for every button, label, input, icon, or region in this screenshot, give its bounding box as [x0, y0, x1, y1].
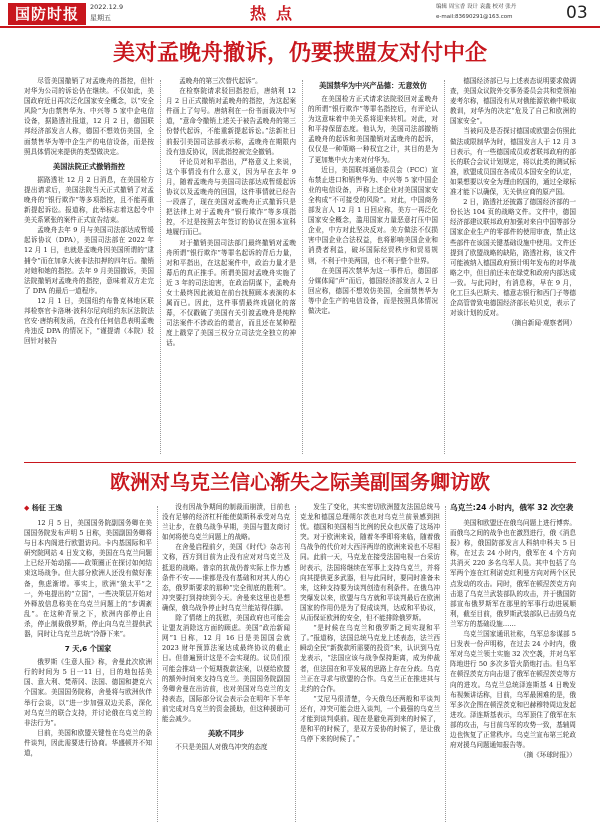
masthead: [0, 0, 600, 28]
paragraph: 在舍曼启程前夕，美国《时代》杂志刊文称，西方到目前为止没有应对对乌克兰及抵退的战略。普京的抗战仍普实际上作力感条件不安——谁都是没有基础和对其人的心态，俄罗斯要求的那种“完全彻底的胜利”。冲突要打到持续到今天。舍曼来这里也是想确保，俄乌战争停止时乌克兰能站得住脚。: [162, 543, 290, 612]
story2-column-3: [300, 502, 440, 824]
story1-column-4: [450, 76, 576, 458]
story2-byline: [24, 502, 152, 514]
story1-subheading-1: 美国法院正式撤销指控: [53, 161, 125, 171]
paragraph: 孟晚舟的第三次替代起诉”。: [179, 77, 262, 85]
story2-subheading-2: 美欧不同步: [208, 729, 244, 739]
story2-subheading-1: 7 天,6 个国家: [64, 644, 112, 654]
story1-subheading-2: 美国禁华为中兴产品德：无意效仿: [319, 81, 427, 90]
column-divider: [157, 506, 158, 822]
paragraph: 当被问及是否探讨德国或欧盟会仿照此做法或限制华为时，德国发言人于 12 月 3 日表示，有一些德国成员或者联邦政府的部长的联合会议计划规定，将以此类的测试标准，欧盟成员国在各成员本国安全的认定，如果想要以安全为理由的国的，通过全球标准才能下以确保，无关供应商的原产国。: [450, 127, 576, 197]
column-divider: [302, 80, 303, 454]
section-title: 热点: [250, 4, 303, 23]
story2-headline: 欧洲对乌克兰信心渐失之际美副国务卿访欧: [110, 470, 490, 494]
column-divider: [445, 506, 446, 822]
paragraph: 尽管美国撤销了对孟晚舟的指控，但针对华为公司的诉讼仍在继续。不仅如此，美国政府近日再次泛化国家安全概念，以“安全风险”为由禁售华为、中兴等 5 家中企电信设备，据路透社报道，12 月 2 日，德国联邦经济部发言人称，德国不想效仿美国，全面禁售华为等中企生产的电信设备，而是按照具体情况来提供的类型做决定。: [24, 77, 154, 156]
story2-source: （摘《环球时报》）: [519, 751, 576, 760]
paragraph: 评论员对和平指出，严格意义上来说，这个事情没有什么意义，因为早在去年 9 月，随着孟晚舟与美国司法部达成暂缓起诉协议以及孟晚舟的回国，这件事情就已经告一段落了，现在美国对孟晚舟正式撤诉只是把法律上对于孟晚舟“银行欺诈”等多项指控，不过是按照去年签订的协议在照本宣科地履行而已。: [166, 157, 296, 237]
diamond-icon: ◆: [24, 504, 30, 512]
paragraph: 12 月 5 日，美国国务院副国务卿在美国国务院发布声明 5 日称，美国副国务卿将与日本内阁进行欧盟访问。卡内基国际和平研究院网站 4 日发文称，美国在乌克兰问题上已经开始动摇——政策圈正在探讨如何结束这场战争。但大部分欧洲人还没有做好准备，焦虑渐增。事实上，欧洲“狼太平”之一，外电提出的“立国”，一些决策层开始对外释放信息称美在乌克兰问题上的“步调紊乱”。在这种背景之下，欧洲内部停止自杀，停止制裁俄罗斯，停止向乌克兰提供武器，同时让乌克兰总统“冷静下来”。: [24, 519, 152, 639]
story1-column-1: [24, 76, 154, 458]
paragraph: 近日，美国联邦通信委员会（FCC）宣布禁止进口和销售华为、中兴等 5 家中国企业的电信设备，声称上述企业对美国国家安全构成“不可接受的风险”。对此，中国商务部发言人 12 月 1 日回应称，美方一再泛化国家安全概念，滥用国家力量恶意打压中国企业，中方对此坚决反对。美方做法不仅损害中国企业合法权益，也将影响美国企业和消费者利益，破坏国际经贸秩序和贸易规则，不利于中美两国，也不利于整个世界。: [308, 165, 438, 265]
newspaper-logo: 国防时报: [8, 3, 86, 25]
paragraph: 不只是美国人对俄乌冲突的态度: [175, 743, 268, 752]
story2-column-2: [162, 502, 290, 824]
paragraph: 美国和欧盟还在俄乌问题上进行博弈。而俄乌之间的战争也在激烈进行，俄《消息报》称，俄国防部发言人科纳申科夫 5 日称，在过去 24 小时内，俄军在 4 个方向共消灭 220 多名乌军人员。其中包括了乌军两个连在红利诺克红利曼方向对两个区民点发动的攻击。同时，俄军在顿涅茨克方向击退了乌克兰武装部队的攻击，并于俄国防部宣布俄罗斯军在那里的军事行动进展顺利，截至目前，俄罗斯武装部队已击毁乌克兰军方的基础设施……: [450, 519, 576, 628]
story2-sidebar-title: 乌克兰:24 小时内，俄军 32 次空袭: [450, 503, 574, 512]
paragraph: 目前，美国和欧盟关键性在乌克兰的条件谈判，因此需要进行协商。华盛顿并不知道，: [24, 728, 152, 757]
paragraph: 德国经济部已与上述表态说明要求做调查，美国众议院外交事务委员会共和党领袖麦考尔称，德国没有从对俄能源依赖中吸取教训，对华为的决定“危及了自己和欧洲的国家安全”。: [450, 77, 576, 126]
story2-column-4: [450, 502, 576, 824]
paragraph: “是时候在乌克兰和俄罗斯之间实现和平了。”报道称，法国总统马克龙上述表态，法兰西瞬动全民“新拨款所需要的投资”来，认识到马克龙表示，“法国应该与战争保持距离，成为仲裁者，但法国在和平发展的思路上存在分歧。乌克兰正在寻求与欧盟的合作。乌克兰正在推进其与北约的合作。: [300, 624, 440, 693]
paragraph: 除了情绪上的抚慰，美国政府也可能会让盟友消除这方面的顾虑。美国“政治新闻网”1 日称，12 月 16 日是美国国会就 2023 财年预算法案达成最终协议的截止日。但普遍预计这是不会实现的。议员们很可能会推动一个短期拨款法案，以便给欧盟的额外时间来支持乌克兰。美国国务院副国务卿舍曼在出访前，也对美国对乌克兰的支持表态，国际部分议会表示会在明年下半年前完成对乌克兰的资金援助，但这种援助可能会减少。: [162, 614, 290, 723]
paragraph: 2 日，路透社还披露了德国经济部的一份长达 104 页的战略文件。文件中，德国经济部建议联邦政府加强对来自中国等部分国家企业生产的零部件的使用审查，禁止这些部件在该国关键基础设施中使用。文件还提到了欧盟战略的缺陷，路透社称，该文件可能被纳入德国政府预计明年发布的对华战略之中，但目前还未在绿党和政府内部达成一致。与此同时，有消息称，早在 9 月，化工巨头巴斯夫、德意志银行和西门子等德企高管曾致电德国经济部长哈贝克，表示了对该计划的反对。: [450, 198, 576, 318]
story2-column-1: [24, 502, 152, 824]
paragraph: 发生了变化，其实密切欧洲盟友法国总统马克龙和德国总理朔尔茨也对乌克兰前景感到担忧。德国和美国相当比例的民众也厌倦了这场冲突。对于欧洲来说，随着冬季即将来临，随着俄乌战争的代价对大西洋两岸的欧洲来说也不尽相同。此前一天，马克龙在接受法国电视一台采访时表示，法国将继续在军事上支持乌克兰，并将向其提供更多武器，但与此同时，要同时准备未来，这种支持要为谈判创造有利条件。在俄乌冲突爆发以来，欧盟与乌方就和平谈判最后在欧洲国家的作用仍是为了促成谈判，达成和平协议，从而保证欧洲的安全，但不能排除俄罗斯。: [300, 503, 440, 623]
story1-headline: 美对孟晚舟撤诉，仍要挟盟友对付中企: [112, 41, 487, 66]
issue-date: 2022.12.9: [90, 3, 124, 11]
paragraph: 据路透社 12 月 2 日消息，在美国检方提出请求后，美国法院当天正式撤销了对孟晚舟的“银行欺诈”等多项指控，且不能再重新提起诉讼。报道称，此举标志着这起令中美关系紧张的案件正式宣告结束。: [24, 175, 154, 225]
editor-email: e-mail:83690291@163.com: [436, 14, 513, 20]
paragraph: 孟晚舟去年 9 月与美国司法部达成暂缓起诉协议（DPA），美国司法部在 2022 年 12 月 1 日，也就是孟晚舟因美国所谓的“逮捕令”而在加拿大被非法扣押的四年后。撤销对她和她的指控。去年 9 月美国撤诉，美国法院撤销对孟晚舟的指控，意味着双方走完了 DPA 的最后一道程序。: [24, 226, 154, 295]
paragraph: 没有因战争期间的制裁而崩溃，目前也没有足够的经济杠杆能使莫斯科承受对乌克兰让步，在俄乌战争早期，美国与盟友商讨如何将使乌克兰问题上的战略。: [162, 503, 290, 542]
issue-weekday: 星期五: [90, 14, 111, 22]
story1-column-3: [308, 76, 438, 458]
paragraph: 在美国再次禁华为这一事件后，德国部分媒体闻“声”而后，德国经济部发言人 2 日回应称，德国不想效仿美国，全面禁售华为等中企生产的电信设备，而是按照具体情况做决定。: [308, 266, 438, 315]
column-divider: [295, 506, 296, 822]
paragraph: “艾尼马很清楚，今天俄乌还两般和平谈判还有，冲突可能会进入谈判，一个最强的乌克兰才能到谈判桌前。现在是避免再到来的时候了，是和平的时候了，是双方妥协的时候了，是让俄乌停下来的时候了。”: [300, 694, 440, 744]
paragraph: 在美国检方正式请求法院驳回对孟晚舟的所谓“银行欺诈”等罪名指控后，有评论认为这意味着中美关系将迎来转机。对此，对和平持保留态度。他认为，美国司法部撤销孟晚舟的起诉和美国撤销对孟晚舟的起诉，仅仅是一种策略一种权宜之计，其目的是为了更加集中火力来对付华为。: [308, 95, 438, 164]
page-number: 03: [566, 3, 588, 23]
story1-source: （摘自新闻·观察者网）: [507, 319, 576, 328]
paragraph: 俄罗斯《生意人报》称，舍曼此次欧洲行的时间为 5 日一11 日，目的地包括美国、意大利、梵蒂冈、法国、德国和捷克六个国家。美国国务院称，舍曼将与欧洲伙伴举行会谈，以“进一步加强双边关系，深化对乌克兰的联合支持，并讨论俄在乌克兰的非法行为”。: [24, 658, 152, 727]
story1-column-2: [166, 76, 296, 458]
editor-credits: 编辑 周宝香 设计 袁鑫 校对 张丹: [436, 4, 517, 10]
paragraph: 12 月 1 日，美国纽约布鲁克林地区联邦检察官卡洛琳·波科尔尼向纽约东区法院法官安·唐纳利发函，在没有任何信息表明孟晚舟违反 DPA 的情况下，“谨提请（本院）驳回针对被告: [24, 296, 154, 346]
paragraph: 在检察院请求驳回指控后，唐纳利 12 月 2 日正式撤销对孟晚舟的指控，为这起案件画上了句号。唐纳利在一份书面裁决中写道，“意命令撤销上述关于被告孟晚舟的第三份替代起诉，不能重新提起诉讼。”法新社日前报引美国司法部表示称，孟晚舟在期限内没有违反协议，因此指控被完全撤销。: [166, 87, 296, 156]
column-divider: [444, 80, 445, 454]
byline-authors: 杨征 王逸: [31, 504, 63, 512]
paragraph: 乌克兰国家通讯社称，乌军总参谋部 5 日发表一份声明称，在过去 24 小时内，俄军对乌克兰领土实施 32 次空袭，并对乌军阵地进行 50 多次多管火箭炮打击。但乌军在顿涅茨克方向击退了俄军在顿涅茨克等方向的进攻。乌克兰总统泽连斯基 4 日晚发布视频讲话称，目前，乌军最困难的是，俄军多次企图在顿涅茨克和巴赫穆特周边发起进攻。泽连斯基表示，乌军顶住了俄军在东部的攻击，与目前乌军的攻势一致，基辅周边也恢复了正常秩序。乌克兰宣布第三轮政府对援乌问题通知报告等。: [450, 630, 576, 750]
column-divider: [160, 80, 161, 454]
story-separator: [24, 462, 576, 463]
paragraph: 对于撤销美国司法部门最终撤销对孟晚舟所谓“银行欺诈”等罪名起诉的背后力量，对和平指出，在这起案件中，政治力量才是幕后的真正推手。所谓美国对孟晚舟实施了近 3 年的司法迫害，在政治阴谋下，孟晚舟女士最终因此被迫在前台找照顾本表演的本属而已。因此，这件事情最终戏剧化的落幕，不仅戳破了美国有关引渡孟晚舟是纯粹司法案件不涉政治的谎言，而且还在某种程度上戳穿了美国三权分立司法完全独立的神话。: [166, 238, 296, 348]
